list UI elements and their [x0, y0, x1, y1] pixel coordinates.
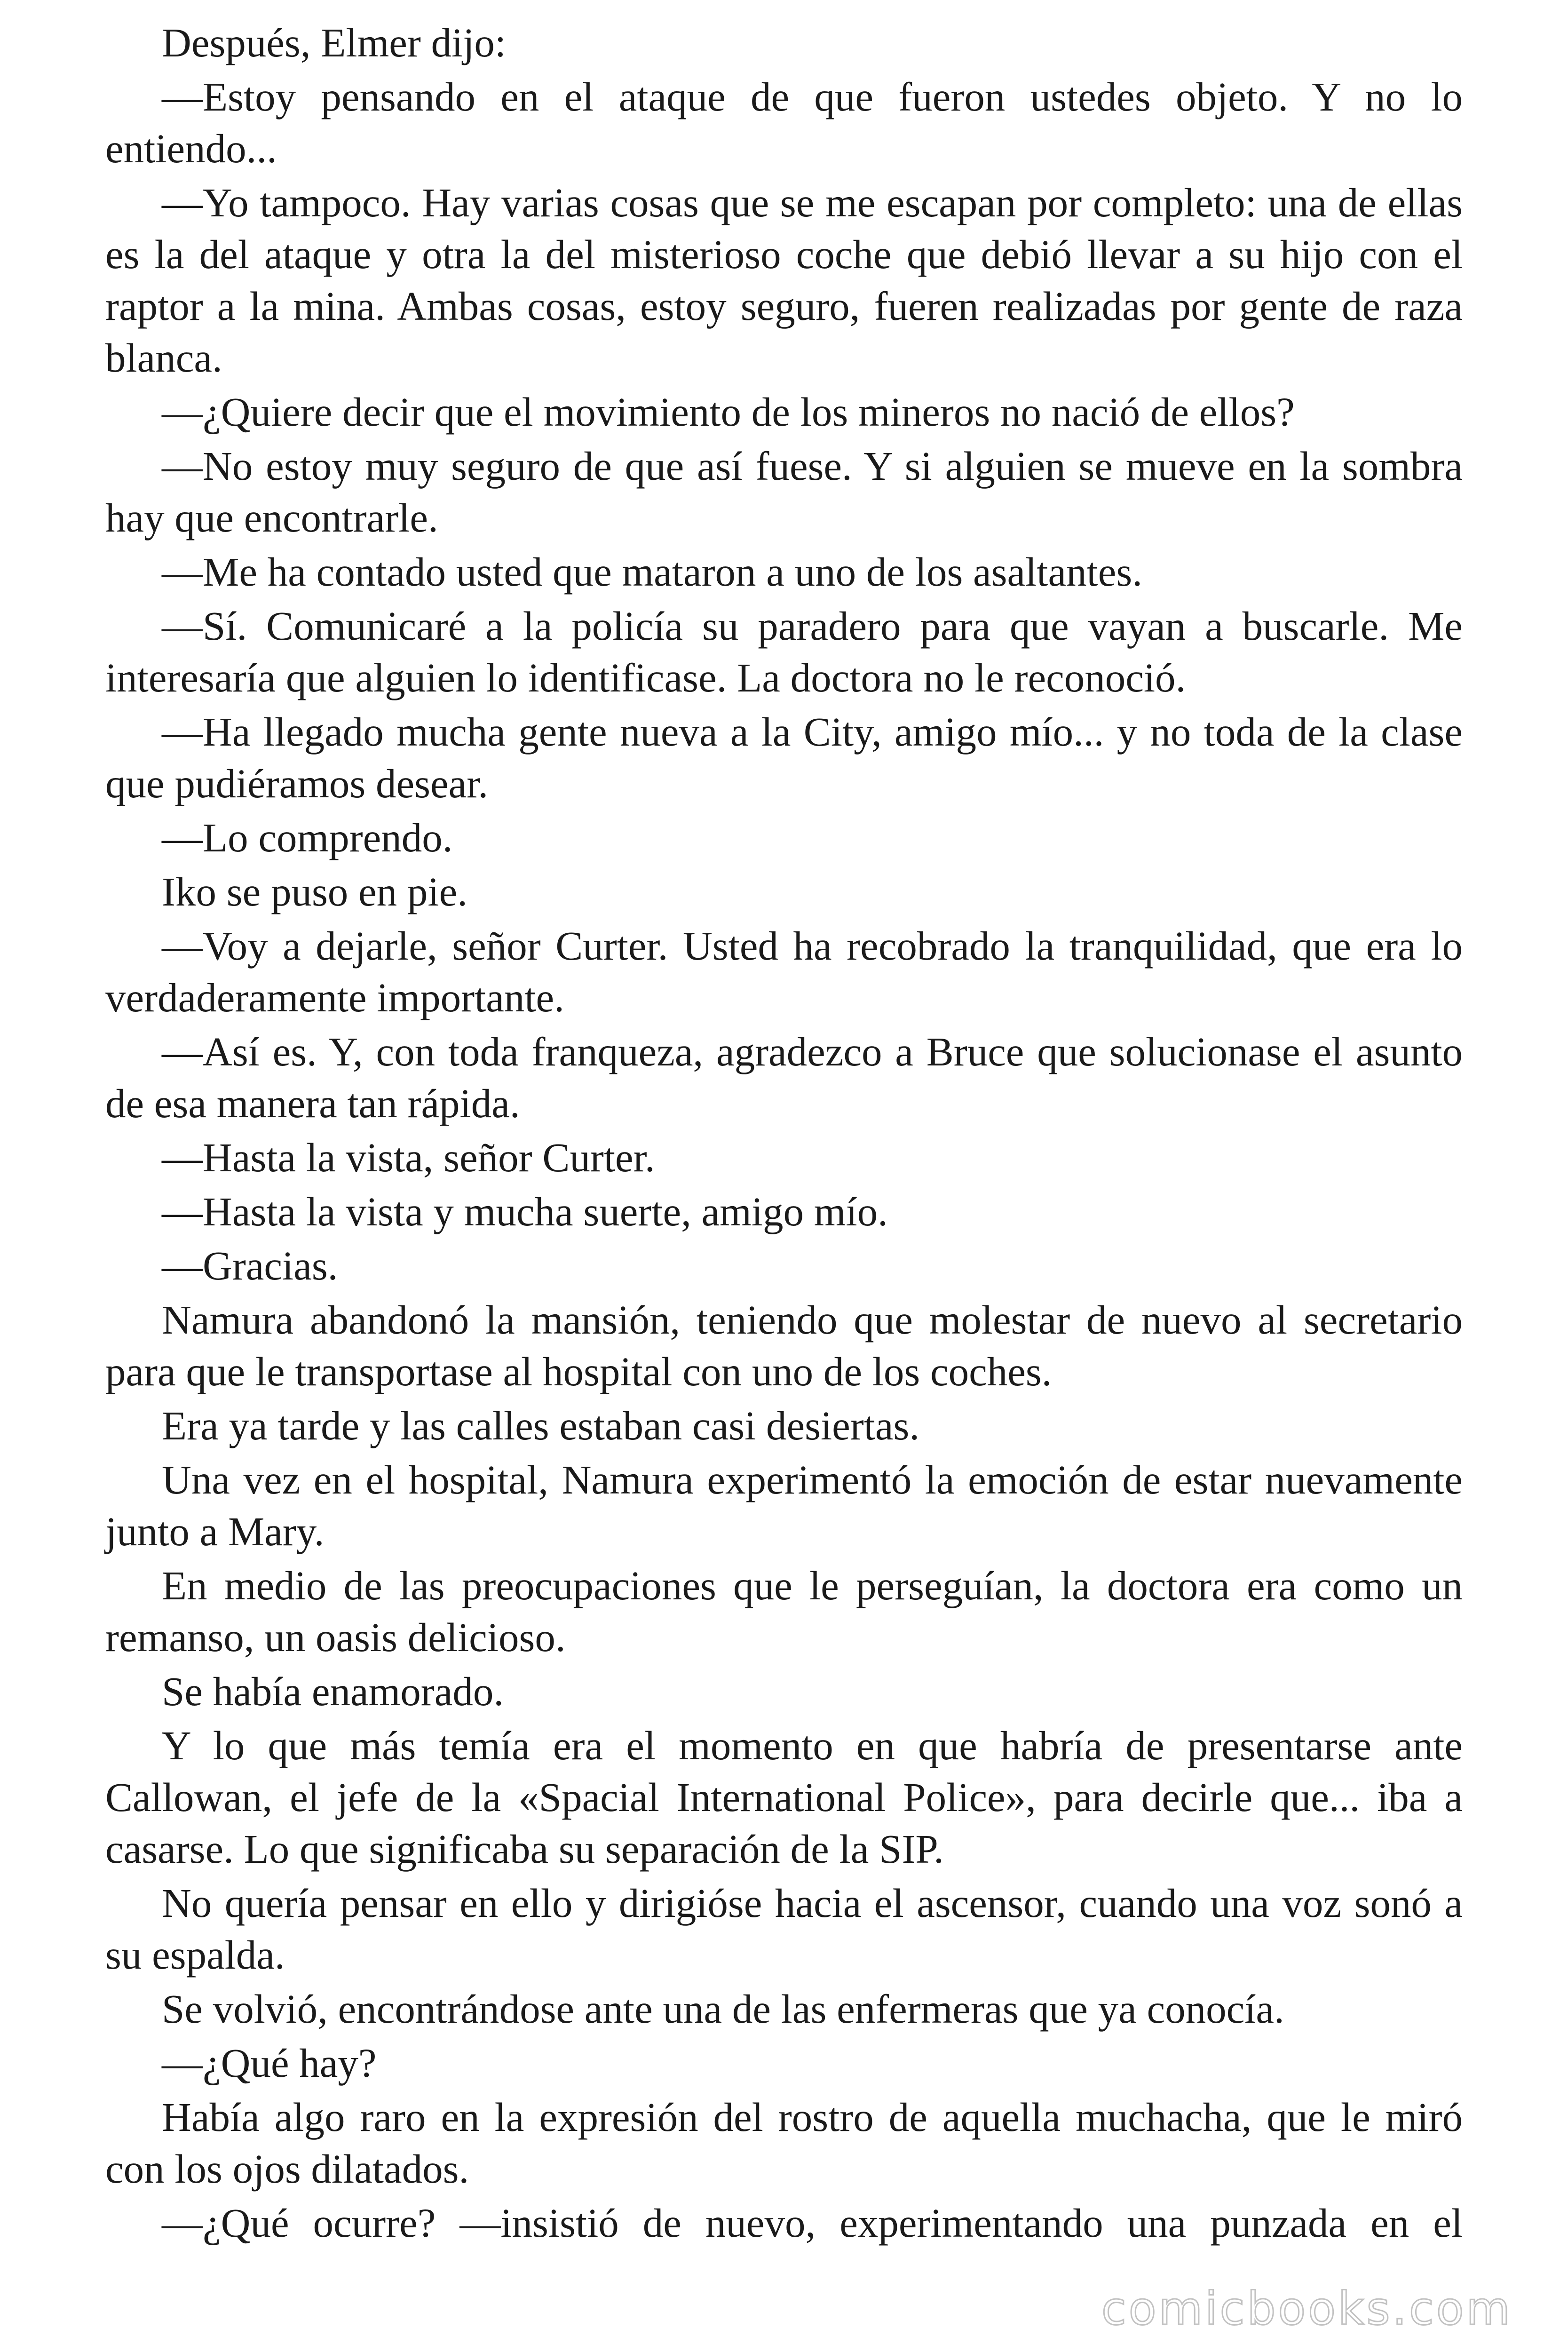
paragraph: —No estoy muy seguro de que así fuese. Y si alguien se mueve en la sombra hay que encontrarle. [105, 443, 1463, 540]
paragraph: —Hasta la vista, señor Curter. [162, 1135, 655, 1180]
paragraph: —¿Quiere decir que el movimiento de los mineros no nació de ellos? [162, 389, 1295, 435]
paragraph: Y lo que más temía era el momento en que habría de presentarse ante Callowan, el jefe de la «Spacial International Police», para decirle que... iba a casarse. Lo que significaba su separación de la SIP. [105, 1723, 1463, 1872]
paragraph: Una vez en el hospital, Namura experimentó la emoción de estar nuevamente junto a Mary. [105, 1457, 1463, 1554]
paragraph: Se volvió, encontrándose ante una de las enfermeras que ya conocía. [162, 1986, 1284, 2032]
paragraph: —Sí. Comunicaré a la policía su paradero para que vayan a buscarle. Me interesaría que alguien lo identificase. La doctora no le reconoció. [105, 603, 1463, 700]
paragraph: —Lo comprendo. [162, 815, 453, 860]
paragraph: No quería pensar en ello y dirigióse hacia el ascensor, cuando una voz sonó a su espalda. [105, 1880, 1463, 1978]
paragraph: Namura abandonó la mansión, teniendo que molestar de nuevo al secretario para que le transportase al hospital con uno de los coches. [105, 1297, 1463, 1394]
paragraph: —Estoy pensando en el ataque de que fueron ustedes objeto. Y no lo entiendo... [105, 74, 1463, 171]
paragraph: —Gracias. [162, 1243, 338, 1288]
paragraph: Había algo raro en la expresión del rostro de aquella muchacha, que le miró con los ojos dilatados. [105, 2094, 1463, 2192]
paragraph: —Hasta la vista y mucha suerte, amigo mío. [162, 1189, 888, 1234]
paragraph: —Yo tampoco. Hay varias cosas que se me escapan por completo: una de ellas es la del ataque y otra la del misterioso coche que debió llevar a su hijo con el raptor a la mina. Ambas cosas, estoy seguro, fueren realizadas por gente de raza blanca. [105, 180, 1463, 381]
paragraph: —Me ha contado usted que mataron a uno de los asaltantes. [162, 549, 1142, 595]
paragraph: Iko se puso en pie. [162, 869, 467, 914]
paragraph: Se había enamorado. [162, 1669, 504, 1714]
paragraph: Después, Elmer dijo: [162, 20, 507, 65]
paragraph: —Voy a dejarle, señor Curter. Usted ha recobrado la tranquilidad, que era lo verdaderamente importante. [105, 923, 1463, 1020]
paragraph: —Así es. Y, con toda franqueza, agradezco a Bruce que solucionase el asunto de esa manera tan rápida. [105, 1029, 1463, 1126]
paragraph: —Ha llegado mucha gente nueva a la City, amigo mío... y no toda de la clase que pudiéramos desear. [105, 709, 1463, 806]
paragraph-continued: —¿Qué ocurre? —insistió de nuevo, experimentando una punzada en el [162, 2200, 1463, 2246]
watermark-logo: comicbooks.com [1101, 2282, 1513, 2335]
paragraph: —¿Qué hay? [162, 2040, 377, 2086]
paragraph: Era ya tarde y las calles estaban casi desiertas. [162, 1403, 920, 1448]
paragraph: En medio de las preocupaciones que le perseguían, la doctora era como un remanso, un oasis delicioso. [105, 1563, 1463, 1660]
book-page [105, 17, 1463, 2251]
